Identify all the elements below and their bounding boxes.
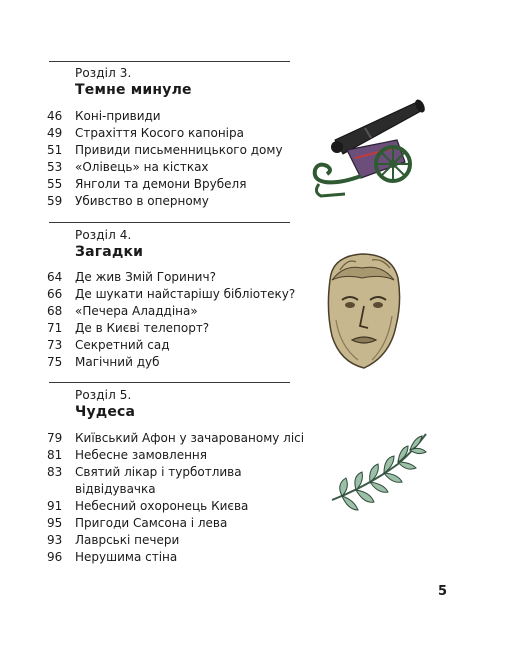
section-title: Чудеса bbox=[75, 404, 136, 420]
toc-entry[interactable] bbox=[0, 160, 330, 177]
toc-page-number: 83 bbox=[47, 465, 63, 479]
stone-mask-illustration bbox=[322, 250, 404, 372]
toc-page-number: 55 bbox=[47, 177, 63, 191]
toc-entry-title: Убивство в оперному bbox=[75, 194, 209, 208]
toc-entry-title: Секретний сад bbox=[75, 338, 170, 352]
toc-entry-title: Київський Афон у зачарованому лісі bbox=[75, 431, 305, 445]
toc-page-number: 46 bbox=[47, 109, 63, 123]
toc-entry[interactable] bbox=[0, 321, 330, 338]
toc-page-number: 93 bbox=[47, 533, 63, 547]
toc-entry[interactable] bbox=[0, 431, 330, 448]
toc-page-number: 66 bbox=[47, 287, 63, 301]
toc-entry-title: Нерушима стіна bbox=[75, 550, 178, 564]
toc-entry[interactable] bbox=[0, 448, 330, 465]
toc-page-number: 59 bbox=[47, 194, 63, 208]
toc-entry-title: Страхіття Косого капоніра bbox=[75, 126, 244, 140]
toc-page-number: 81 bbox=[47, 448, 63, 462]
toc-entry-title-continued: відвідувачка bbox=[75, 482, 156, 496]
toc-entry[interactable] bbox=[0, 533, 330, 550]
toc-entry[interactable] bbox=[0, 126, 330, 143]
page-number: 5 bbox=[438, 584, 448, 599]
toc-entry-title: Святий лікар і турботлива bbox=[75, 465, 242, 479]
toc-entry-title: Де жив Змій Горинич? bbox=[75, 270, 216, 284]
section-label: Розділ 4. bbox=[75, 228, 132, 242]
section-divider bbox=[49, 382, 290, 383]
toc-page-number: 71 bbox=[47, 321, 63, 335]
toc-entry-title: Де шукати найстарішу бібліотеку? bbox=[75, 287, 296, 301]
toc-entry-title: Лаврські печери bbox=[75, 533, 180, 547]
toc-entry[interactable] bbox=[0, 338, 330, 355]
section-title: Темне минуле bbox=[75, 82, 192, 98]
toc-page-number: 96 bbox=[47, 550, 63, 564]
laurel-branch-illustration bbox=[328, 428, 432, 526]
toc-entry[interactable] bbox=[0, 177, 330, 194]
toc-entry-title: Небесне замовлення bbox=[75, 448, 207, 462]
cannon-illustration bbox=[305, 88, 430, 200]
toc-page-number: 95 bbox=[47, 516, 63, 530]
toc-entry[interactable] bbox=[0, 143, 330, 160]
toc-entry[interactable] bbox=[0, 516, 330, 533]
toc-page-number: 91 bbox=[47, 499, 63, 513]
toc-entry-title: Де в Києві телепорт? bbox=[75, 321, 210, 335]
section-label: Розділ 5. bbox=[75, 388, 132, 402]
toc-entry[interactable] bbox=[0, 109, 330, 126]
toc-page-number: 53 bbox=[47, 160, 63, 174]
toc-entry-title: Привиди письменницького дому bbox=[75, 143, 283, 157]
toc-entry[interactable] bbox=[0, 304, 330, 321]
toc-entry-title: Пригоди Самсона і лева bbox=[75, 516, 228, 530]
toc-entry-title: Янголи та демони Врубеля bbox=[75, 177, 247, 191]
toc-page-number: 79 bbox=[47, 431, 63, 445]
toc-entry[interactable] bbox=[0, 194, 330, 211]
section-divider bbox=[49, 61, 290, 62]
toc-entry[interactable] bbox=[0, 287, 330, 304]
toc-page-number: 75 bbox=[47, 355, 63, 369]
section-label: Розділ 3. bbox=[75, 66, 132, 80]
section-divider bbox=[49, 222, 290, 223]
toc-page-number: 64 bbox=[47, 270, 63, 284]
toc-entry[interactable] bbox=[0, 499, 330, 516]
toc-entry-title: Магічний дуб bbox=[75, 355, 160, 369]
toc-entry[interactable] bbox=[0, 465, 330, 499]
toc-entry-title: «Олівець» на кістках bbox=[75, 160, 209, 174]
toc-page-number: 68 bbox=[47, 304, 63, 318]
toc-entry-title: Коні-привиди bbox=[75, 109, 161, 123]
toc-page-number: 49 bbox=[47, 126, 63, 140]
toc-page-number: 51 bbox=[47, 143, 63, 157]
toc-page-number: 73 bbox=[47, 338, 63, 352]
toc-entry-title: Небесний охоронець Києва bbox=[75, 499, 249, 513]
toc-entry[interactable] bbox=[0, 550, 330, 567]
toc-entry[interactable] bbox=[0, 355, 330, 372]
toc-entry[interactable] bbox=[0, 270, 330, 287]
toc-entry-title: «Печера Аладдіна» bbox=[75, 304, 198, 318]
section-title: Загадки bbox=[75, 244, 144, 260]
